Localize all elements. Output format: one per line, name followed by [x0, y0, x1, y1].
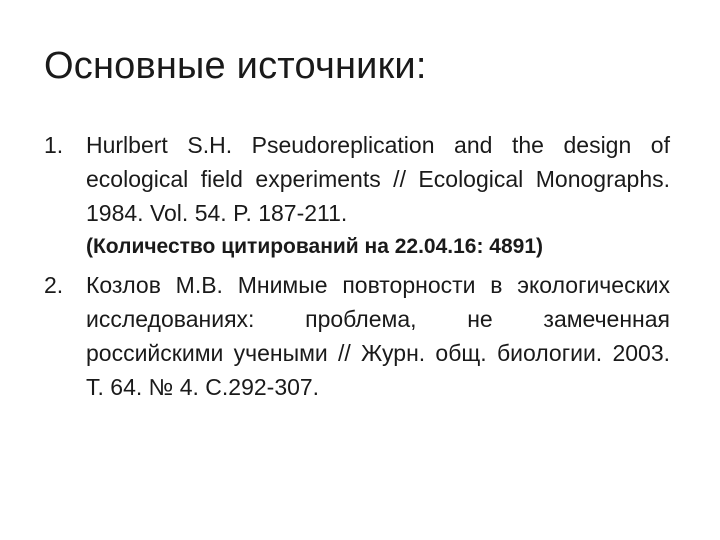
reference-number: 1.: [44, 132, 64, 158]
reference-text: Hurlbert S.H. Pseudoreplication and the design of ecological field experiments // Ecological Monographs. 1984. Vol. 54. P. 187-211.: [86, 132, 670, 226]
reference-item-2: [44, 268, 670, 404]
reference-number: 2.: [44, 272, 64, 298]
slide-title: Основные источники:: [44, 45, 427, 87]
reference-item-1: [44, 128, 670, 264]
reference-text: Козлов М.В. Мнимые повторности в экологических исследованиях: проблема, не замеченная российскими учеными // Журн. общ. биологии. 2003. Т. 64. № 4. С.292-307.: [86, 272, 670, 400]
citation-count-note: (Количество цитирований на 22.04.16: 4891): [86, 235, 544, 258]
reference-list: [44, 128, 670, 404]
